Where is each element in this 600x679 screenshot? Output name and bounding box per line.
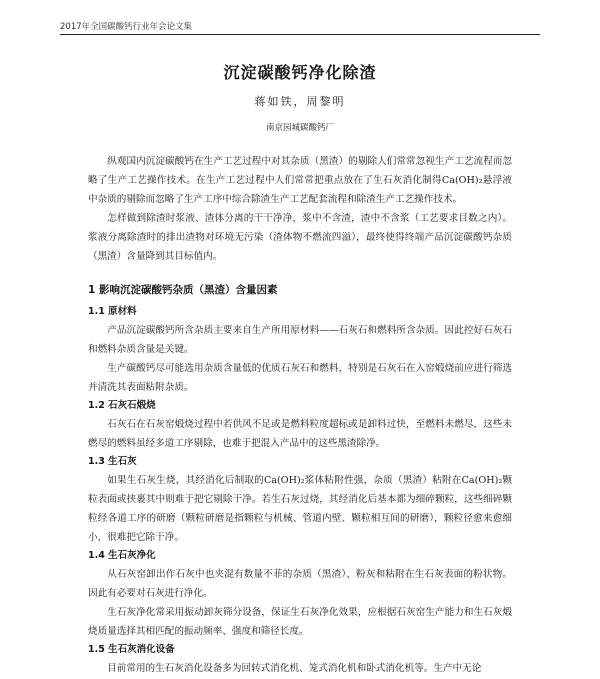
body-paragraph: 石灰石在石灰窑煅烧过程中若供风不足或是燃料粒度超标或是卸料过快，至燃料未燃尽，这些未燃尽的燃料虽经多道工序剔除，也难于把混入产品中的这些黑渣除净。 bbox=[88, 419, 512, 449]
intro-paragraph: 纵观国内沉淀碳酸钙在生产工艺过程中对其杂质（黑渣）的剔除人们常常忽视生产工艺流程而忽略了生产工艺操作技术。在生产工艺过程中人们常常把重点放在了生石灰消化制得Ca(OH)₂悬浮液中杂质的剔除而忽略了生产工序中综合除渣生产工艺配套流程和除渣生产工艺操作技术。 bbox=[88, 156, 512, 205]
running-header: 2017年全国碳酸钙行业年会论文集 bbox=[60, 20, 540, 35]
body-paragraph: 生产碳酸钙尽可能选用杂质含量低的优质石灰石和燃料，特别是石灰石在入窑煅烧前应进行筛选并清洗其表面粘附杂质。 bbox=[88, 363, 512, 393]
body-paragraph: 从石灰窑卸出作石灰中也夹混有数量不菲的杂质（黑渣）、粉灰和粘附在生石灰表面的粉状物。因此有必要对石灰进行净化。 bbox=[88, 569, 512, 599]
body-paragraph: 如果生石灰生烧，其经消化后制取的Ca(OH)₂浆体粘附性强，杂质（黑渣）粘附在Ca(OH)₂颗粒表面或挟裹其中则难于把它剔除干净。若生石灰过烧，其经消化后基本都为细碎颗粒，这些细碎颗粒经各道工序的研磨（颗粒研磨是指颗粒与机械、管道内壁、颗粒相互间的研磨），颗粒径愈来愈细小，很难把它除干净。 bbox=[88, 475, 512, 543]
section-heading: 1 影响沉淀碳酸钙杂质（黑渣）含量因素 bbox=[88, 284, 278, 296]
body-paragraph: 目前常用的生石灰消化设备多为回转式消化机、笼式消化机和卧式消化机等。生产中无论 bbox=[107, 663, 482, 674]
subsection-heading: 1.3 生石灰 bbox=[88, 456, 137, 467]
body-paragraph: 生石灰净化常采用振动卸灰筛分设备，保证生石灰净化效果，应根据石灰窑生产能力和生石灰煅烧质量选择其相匹配的振动频率、强度和筛径长度。 bbox=[88, 607, 512, 637]
intro-paragraph: 怎样做到除渣时浆液、渣体分离的干干净净，浆中不含渣，渣中不含浆（工艺要求目数之内）。浆液分离除渣时的排出渣物对环境无污染（渣体物不燃流四溢），最终使得终端产品沉淀碳酸钙杂质（黑渣）含量降到其目标值内。 bbox=[88, 213, 512, 262]
subsection-heading: 1.1 原材料 bbox=[88, 306, 137, 317]
paper-title: 沉淀碳酸钙净化除渣 bbox=[223, 63, 377, 82]
subsection-heading: 1.4 生石灰净化 bbox=[88, 550, 156, 561]
subsection-heading: 1.2 石灰石煅烧 bbox=[88, 400, 156, 411]
paper-body bbox=[88, 152, 512, 678]
affiliation: 南京园城碳酸钙厂 bbox=[265, 123, 334, 133]
body-paragraph: 产品沉淀碳酸钙所含杂质主要来自生产所用原材料——石灰石和燃料所含杂质。因此控好石灰石和燃料杂质含量是关键。 bbox=[88, 325, 512, 355]
subsection-heading: 1.5 生石灰消化设备 bbox=[88, 644, 175, 655]
authors: 蒋如铁，周黎明 bbox=[254, 95, 346, 108]
